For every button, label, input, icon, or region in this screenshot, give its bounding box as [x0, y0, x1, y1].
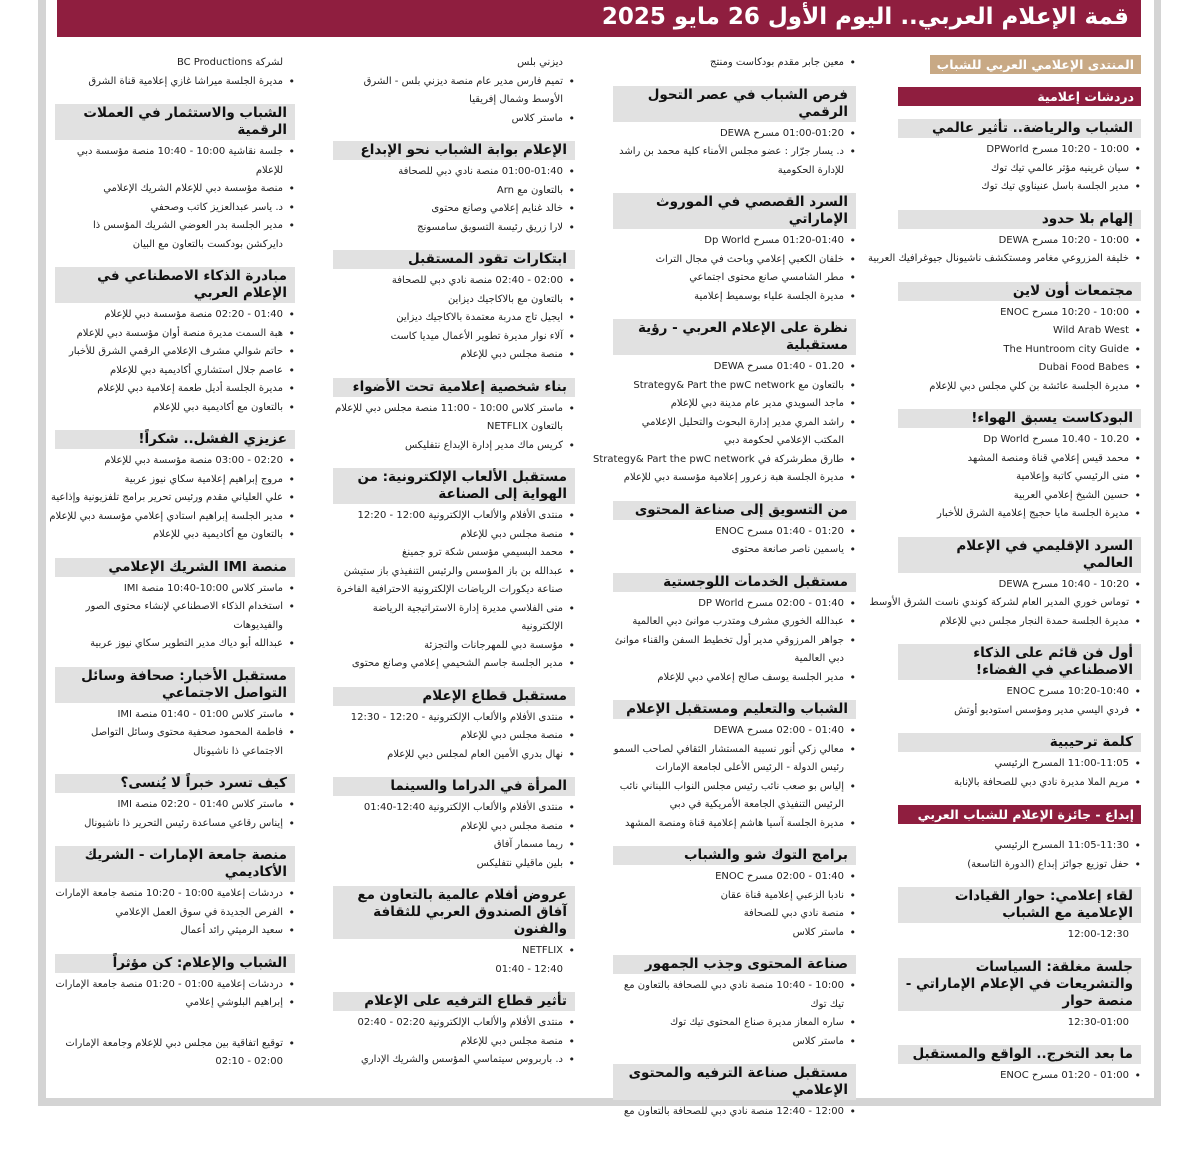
session-title: كلمة ترحيبية	[898, 733, 1141, 752]
session	[55, 667, 295, 762]
session-title: مستقبل الأخبار: صحافة وسائل التواصل الاجتماعي	[55, 667, 295, 703]
session-line: • لارا زريق رئيسة التسويق سامسونج	[333, 219, 575, 238]
session-line: • مديرة الجلسة عائشة بن كلي مجلس دبي للإعلام	[898, 378, 1141, 397]
session-line: • ساره المعاز مديرة صناع المحتوى تيك توك	[613, 1014, 856, 1033]
session-line: • د. يسار جرّار : عضو مجلس الأمناء كلية محمد بن راشد للإدارة الحكومية	[613, 143, 856, 180]
session-line: • مديرة الجلسة هبة زعرور إعلامية مؤسسة دبي للإعلام	[613, 469, 856, 488]
session-title: لقاء إعلامي: حوار القيادات الإعلامية مع الشباب	[898, 887, 1141, 923]
session	[55, 1035, 295, 1072]
session-line: • عبدالله بن باز المؤسس والرئيس التنفيذي باز ستيشن	[333, 563, 575, 582]
session-line: • إلياس بو صعب نائب رئيس مجلس النواب اللبناني نائب الرئيس التنفيذي الجامعة الأمريكية في دبي	[613, 778, 856, 815]
session-line: • توقيع اتفاقية بين مجلس دبي للإعلام وجامعة الإمارات	[55, 1035, 295, 1054]
session-line: • 01:40 - 02:00 مسرح DP World	[613, 595, 856, 614]
session-line: • 02:20 - 03:00 منصة مؤسسة دبي للإعلام	[55, 452, 295, 471]
session-line: • ماجد السويدي مدير عام مدينة دبي للإعلام	[613, 395, 856, 414]
session-title: مبادرة الذكاء الاصطناعي في الإعلام العربي	[55, 267, 295, 303]
session-title: مستقبل الخدمات اللوجستية	[613, 573, 856, 592]
session-title: ابتكارات تقود المستقبل	[333, 250, 575, 269]
session-line: • منتدى الأفلام والألعاب الإلكترونية - 12:20 - 12:30	[333, 709, 575, 728]
session-line: • منصة مجلس دبي للإعلام	[333, 818, 575, 837]
session-line: • 01:00-01:20 مسرح DEWA	[613, 125, 856, 144]
session-title: مستقبل الألعاب الإلكترونية: من الهواية إلى الصناعة	[333, 468, 575, 504]
session-line: • جواهر المرزوقي مدير أول تخطيط السفن والقناء موانئ دبي العالمية	[613, 632, 856, 669]
session-line: • دردشات إعلامية 10:00 - 10:20 منصة جامعة الإمارات	[55, 885, 295, 904]
session-line: • مديرة الجلسة أديل طعمة إعلامية دبي للإعلام	[55, 380, 295, 399]
column-3	[333, 54, 575, 1083]
session-line: 12:00-12:30	[1067, 929, 1129, 940]
session-line: • مدير الجلسة جاسم الشحيمي إعلامي وصانع محتوى	[333, 655, 575, 674]
session	[613, 846, 856, 942]
session-line: • ماستر كلاس 10:00-10:40 منصة IMI	[55, 580, 295, 599]
session	[898, 958, 1141, 1033]
session	[333, 141, 575, 237]
session-line: • مؤسسة دبي للمهرجانات والتجزئة	[333, 637, 575, 656]
session-line: • ريما مسمار آفاق	[333, 836, 575, 855]
session	[898, 119, 1141, 197]
session	[55, 104, 295, 254]
session-title: عروض أفلام عالمية بالتعاون مع آفاق الصندوق العربي للثقافة والفنون	[333, 886, 575, 939]
session-title: تأثير قطاع الترفيه على الإعلام	[333, 992, 575, 1011]
session-line: • منصة مجلس دبي للإعلام	[333, 346, 575, 365]
session-line: • ماستر كلاس	[613, 1033, 856, 1052]
session-title: بناء شخصية إعلامية تحت الأضواء	[333, 378, 575, 397]
session	[613, 86, 856, 181]
session-line: • آلاء نوار مديرة تطوير الأعمال ميديا كاست	[333, 328, 575, 347]
session	[613, 573, 856, 688]
session-line: • مدير الجلسة يوسف صالح إعلامي دبي للإعلام	[613, 669, 856, 688]
session-line: • مريم الملا مديرة نادي دبي للصحافة بالإنابة	[898, 774, 1141, 793]
session-line: • ايجيل تاج مدربة معتمدة بالاكاجيك ديزاين	[333, 309, 575, 328]
session-line: • 11:05-11:30 المسرح الرئيسي	[898, 837, 1141, 856]
session-line: بالتعاون NETFLIX	[486, 421, 563, 432]
session-line: • منصة مجلس دبي للإعلام	[333, 526, 575, 545]
session-line: • الفرص الجديدة في سوق العمل الإعلامي	[55, 904, 295, 923]
session	[333, 250, 575, 365]
session-title: الشباب والإعلام: كن مؤثراً	[55, 954, 295, 973]
session-line: • 10:00 - 10:20 مسرح DPWorld	[898, 141, 1141, 160]
session-line: • 01:00-01:40 منصة نادي دبي للصحافة	[333, 163, 575, 182]
session	[55, 267, 295, 417]
session-line: • طارق مطرشركة في Strategy& Part the pwC network	[613, 451, 856, 470]
session	[613, 54, 856, 73]
session-line: • د. باربروس سيتماسي المؤسس والشريك الإداري	[333, 1051, 575, 1070]
session-line: • ماستر كلاس 10:00 - 11:00 منصة مجلس دبي للإعلام	[333, 400, 575, 419]
session-line: • منتدى الأفلام والألعاب الإلكترونية 12:00 - 12:20	[333, 507, 575, 526]
session-line: • منى الرئيسي كاتبة وإعلامية	[898, 468, 1141, 487]
session-line: • عبدالله أبو دياك مدير التطوير سكاي نيوز عربية	[55, 635, 295, 654]
session-line: • هبة السمت مديرة منصة أوان مؤسسة دبي للإعلام	[55, 325, 295, 344]
session	[333, 468, 575, 674]
session-line: • بالتعاون مع أكاديمية دبي للإعلام	[55, 526, 295, 545]
session-line: • نهال بدري الأمين العام لمجلس دبي للإعلام	[333, 746, 575, 765]
session-line: • ماستر كلاس 01:40 - 02:20 منصة IMI	[55, 796, 295, 815]
session-line: • خلفان الكعبي إعلامي وباحث في مجال التراث	[613, 251, 856, 270]
session	[333, 777, 575, 873]
session	[333, 378, 575, 456]
session-line: • مدير الجلسة بدر العوضي الشريك المؤسس ذا دايركشن بودكست بالتعاون مع البيان	[55, 217, 295, 254]
session-line: • منتدى الأفلام والألعاب الإلكترونية 02:20 - 02:40	[333, 1014, 575, 1033]
session-line: • راشد المري مدير إدارة البحوث والتحليل الإعلامي المكتب الإعلامي لحكومة دبي	[613, 414, 856, 451]
session-title: مستقبل صناعة الترفيه والمحتوى الإعلامي	[613, 1064, 856, 1100]
session-title: نظرة على الإعلام العربي - رؤية مستقبلية	[613, 319, 856, 355]
session-line: • عاصم جلال استشاري أكاديمية دبي للإعلام	[55, 362, 295, 381]
session-title: منصة IMI الشريك الإعلامي	[55, 558, 295, 577]
session-line: • 10:00 - 10:40 منصة نادي دبي للصحافة بالتعاون مع تيك توك	[613, 977, 856, 1014]
session	[898, 1045, 1141, 1086]
session-line: • منتدى الأفلام والألعاب الإلكترونية 12:40-01:40	[333, 799, 575, 818]
session-line: • بلين ماقيلي نتفليكس	[333, 855, 575, 874]
session-line: • Wild Arab West	[898, 322, 1141, 341]
session-line: • 10:20 - 10:40 مسرح DEWA	[898, 576, 1141, 595]
session-line: ديزني بلس	[517, 57, 563, 68]
session-line: • فردي اليسي مدير ومؤسس استوديو أوتش	[898, 702, 1141, 721]
session-line: • منصة نادي دبي للصحافة	[613, 905, 856, 924]
session-line: • مديرة الجلسة مايا حجيج إعلامية الشرق للأخبار	[898, 505, 1141, 524]
session-line: • تميم فارس مدير عام منصة ديزني بلس - الشرق الأوسط وشمال إفريقيا	[333, 73, 575, 110]
session-line: • منصة مؤسسة دبي للإعلام الشريك الإعلامي	[55, 180, 295, 199]
session-line: • 01:00 - 01:20 مسرح ENOC	[898, 1067, 1141, 1086]
session-line: • بالتعاون مع بالاكاجيك ديزاين	[333, 291, 575, 310]
session-line: • ماستر كلاس 01:00 - 01:40 منصة IMI	[55, 706, 295, 725]
session-line: • مديرة الجلسة آسيا هاشم إعلامية قناة ومنصة المشهد	[613, 815, 856, 834]
session-line: • جلسة نقاشية 10:00 - 10:40 منصة مؤسسة دبي للإعلام	[55, 143, 295, 180]
session	[55, 846, 295, 941]
session	[898, 409, 1141, 524]
session-line: • مطر الشامسي صانع محتوى اجتماعي	[613, 269, 856, 288]
session-line: • 11:00-11:05 المسرح الرئيسي	[898, 755, 1141, 774]
session-line: • ياسمين ناصر صانعة محتوى	[613, 541, 856, 560]
session-title: الشباب والتعليم ومستقبل الإعلام	[613, 700, 856, 719]
session-line: • مدير الجلسة إبراهيم استادي إعلامي مؤسسة دبي للإعلام	[55, 508, 295, 527]
session-line: 12:30-01:00	[1067, 1016, 1129, 1028]
session-line: • بالتعاون مع Arn	[333, 182, 575, 201]
session-line: • كريس ماك مدير إدارة الإبداع نتفليكس	[333, 437, 575, 456]
session	[55, 558, 295, 654]
session-line: • 01:40 - 02:00 مسرح ENOC	[613, 868, 856, 887]
session-title: المرأة في الدراما والسينما	[333, 777, 575, 796]
session-line: • NETFLIX	[333, 942, 575, 961]
session-line: • معالي زكي أنور نسيبة المستشار الثقافي لصاحب السمو رئيس الدولة - الرئيس الأعلى لجامعة الإمارات	[613, 741, 856, 778]
session-title: السرد الإقليمي في الإعلام العالمي	[898, 537, 1141, 573]
session-line: • منصة مجلس دبي للإعلام	[333, 727, 575, 746]
session-line: • سعيد الرميثي رائد أعمال	[55, 922, 295, 941]
session-title: كيف تسرد خبراً لا يُنسى؟	[55, 774, 295, 793]
session-line: • 02:00 - 02:40 منصة نادي دبي للصحافة	[333, 272, 575, 291]
session-line: • بالتعاون مع أكاديمية دبي للإعلام	[55, 399, 295, 418]
session	[898, 644, 1141, 720]
session-title: إلهام بلا حدود	[898, 210, 1141, 229]
session-line: • مدير الجلسة باسل عنيناوي تيك توك	[898, 178, 1141, 197]
header-banner	[57, 0, 1141, 37]
session-line: • منى الفلاسي مديرة إدارة الاستراتيجية الرياضة الإلكترونية	[333, 600, 575, 637]
session-line: • نادبا الزعبي إعلامية قناة عقان	[613, 887, 856, 906]
session-line: • سيان غرينيه مؤثر عالمي تيك توك	[898, 160, 1141, 179]
session-line: • د. ياسر عبدالعزيز كاتب وصحفي	[55, 199, 295, 218]
session-line: • منصة مجلس دبي للإعلام	[333, 1033, 575, 1052]
session-line: • مديرة الجلسة علياء بوسميط إعلامية	[613, 288, 856, 307]
session	[613, 700, 856, 833]
session-title: فرص الشباب في عصر التحول الرقمي	[613, 86, 856, 122]
session	[867, 210, 1141, 269]
column-1	[867, 54, 1141, 1099]
session	[613, 1064, 856, 1122]
session	[898, 837, 1141, 874]
session-line: • 01:20 - 01:40 مسرح ENOC	[613, 523, 856, 542]
session-line: • علي العلياني مقدم ورئيس تحرير برامج تلفزيونية وإذاعية	[55, 489, 295, 508]
page-title: قمة الإعلام العربي.. اليوم الأول 26 مايو 2025	[601, 4, 1129, 30]
session-line: صناعة ديكورات الرياضات الإلكترونية الاحترافية الفاخرة	[336, 584, 563, 595]
session	[55, 54, 295, 91]
session-line: • ماستر كلاس	[613, 924, 856, 943]
session-line: • 01:40 - 02:20 منصة مؤسسة دبي للإعلام	[55, 306, 295, 325]
session-line: • توماس خوري المدير العام لشركة كوندي ناست الشرق الأوسط	[898, 594, 1141, 613]
session-line: • 01:20-01:40 مسرح Dp World	[613, 232, 856, 251]
session-line: 12:40 - 01:40	[495, 963, 563, 975]
session	[613, 501, 856, 560]
session-line: • مديرة الجلسة ميراشا غازي إعلامية قناة الشرق	[55, 73, 295, 92]
session	[898, 887, 1141, 945]
session	[49, 430, 295, 545]
column-4	[49, 54, 295, 1085]
session-line: • محمد البسيمي مؤسس شكة ترو جمينغ	[333, 544, 575, 563]
session-line: • بالتعاون مع Strategy& Part the pwC network	[613, 377, 856, 396]
session-title: منصة جامعة الإمارات - الشريك الأكاديمي	[55, 846, 295, 882]
session-title: من التسويق إلى صناعة المحتوى	[613, 501, 856, 520]
session-title: الشباب والرياضة.. تأثير عالمي	[898, 119, 1141, 138]
session-line: • 12:00 - 12:40 منصة نادي دبي للصحافة بالتعاون مع	[613, 1103, 856, 1122]
session-line: • 10:00 - 10:20 مسرح ENOC	[898, 304, 1141, 323]
session	[869, 537, 1141, 632]
session-line: لشركة BC Productions	[176, 57, 283, 68]
session-line: • حاتم شوالي مشرف الإعلامي الرقمي الشرق للأخبار	[55, 343, 295, 362]
session-title: ما بعد التخرج.. الواقع والمستقبل	[898, 1045, 1141, 1064]
session-title: برامج التوك شو والشباب	[613, 846, 856, 865]
session	[333, 992, 575, 1070]
session	[593, 319, 856, 488]
session-title: الإعلام بوابة الشباب نحو الإبداع	[333, 141, 575, 160]
session	[898, 282, 1141, 397]
session	[55, 954, 295, 1013]
session-line: • إبراهيم البلوشي إعلامي	[55, 994, 295, 1013]
session-line: • معين جابر مقدم بودكاست ومنتج	[613, 54, 856, 73]
session-line: • خليفة المزروعي مغامر ومستكشف ناشيونال جيوغرافيك العربية	[898, 250, 1141, 269]
session-line: • 01:40 - 02:00 مسرح DEWA	[613, 722, 856, 741]
session-line: • 10:20-10:40 مسرح ENOC	[898, 683, 1141, 702]
session-title: مستقبل قطاع الإعلام	[333, 687, 575, 706]
session-title: عزيزي الفشل.. شكراً!	[55, 430, 295, 449]
session-line: • حسين الشيخ إعلامي العربية	[898, 487, 1141, 506]
session-line: • محمد قيس إعلامي قناة ومنصة المشهد	[898, 450, 1141, 469]
session	[898, 733, 1141, 792]
session-title: الشباب والاستثمار في العملات الرقمية	[55, 104, 295, 140]
session-line: 02:00 - 02:10	[215, 1056, 283, 1067]
session-line: • 01.20 - 01:40 مسرح DEWA	[613, 358, 856, 377]
session	[55, 774, 295, 833]
session-line: • استخدام الذكاء الاصطناعي لإنشاء محتوى الصور والفيديوهات	[55, 598, 295, 635]
session-line: • عبدالله الخوري مشرف ومتدرب موانئ دبي العالمية	[613, 613, 856, 632]
session-title: السرد القصصي في الموروث الإماراتي	[613, 193, 856, 229]
session-line: • Dubai Food Babes	[898, 359, 1141, 378]
session-line: • 10:00 - 10:20 مسرح DEWA	[898, 232, 1141, 251]
session	[333, 886, 575, 979]
session-line: • خالد غنايم إعلامي وصانع محتوى	[333, 200, 575, 219]
section-heading: إبداع - جائزة الإعلام للشباب العربي	[898, 805, 1141, 824]
section-heading: دردشات إعلامية	[898, 87, 1141, 106]
session-line: • 10.20 - 10.40 مسرح Dp World	[898, 431, 1141, 450]
session-title: صناعة المحتوى وجذب الجمهور	[613, 955, 856, 974]
session-title: مجتمعات أون لاين	[898, 282, 1141, 301]
session-title: أول فن قائم على الذكاء الاصطناعي في الفضاء!	[898, 644, 1141, 680]
session	[613, 193, 856, 306]
session-line: • دردشات إعلامية 01:00 - 01:20 منصة جامعة الإمارات	[55, 976, 295, 995]
session-line: • مديرة الجلسة حمدة النجار مجلس دبي للإعلام	[898, 613, 1141, 632]
session-line: • حفل توزيع جوائز إبداع (الدورة التاسعة)	[898, 856, 1141, 875]
column-2	[593, 54, 856, 1135]
session-line: • The Huntroom city Guide	[898, 341, 1141, 360]
session-line: • ماستر كلاس	[333, 110, 575, 129]
session	[613, 955, 856, 1051]
session-line: • فاطمة المحمود صحفية محتوى وسائل التواصل الاجتماعي ذا ناشيونال	[55, 724, 295, 761]
forum-label: المنتدى الإعلامي العربي للشباب	[930, 55, 1141, 74]
session	[333, 54, 575, 128]
session	[333, 687, 575, 765]
session-title: جلسة مغلقة: السياسات والتشريعات في الإعلام الإماراتي - منصة حوار	[898, 958, 1141, 1011]
session-line: • إيناس رقاعي مساعدة رئيس التحرير ذا ناشيونال	[55, 815, 295, 834]
session-title: البودكاست يسبق الهواء!	[898, 409, 1141, 428]
session-line: • مروج إبراهيم إعلامية سكاي نيوز عربية	[55, 471, 295, 490]
